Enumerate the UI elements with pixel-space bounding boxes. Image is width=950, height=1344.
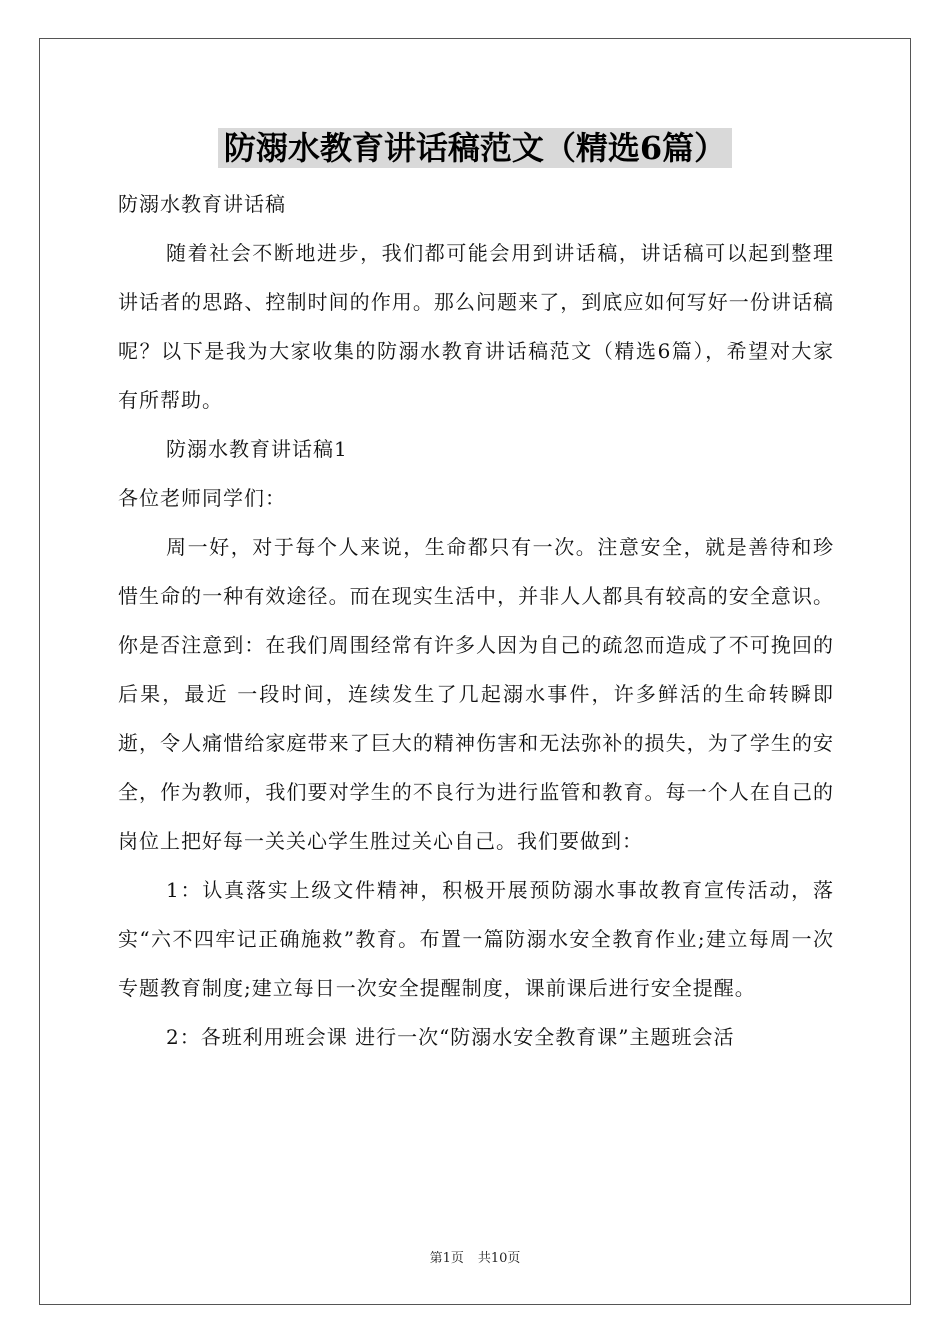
list-item: 2：各班利用班会课 进行一次“防溺水安全教育课”主题班会活: [166, 1025, 735, 1049]
body-paragraph: 周一好，对于每个人来说，生命都只有一次。注意安全，就是善待和珍惜生命的一种有效途径。而在现实生活中，并非人人都具有较高的安全意识。你是否注意到：在我们周围经常有许多人因为自己的疏忽而造成了不可挽回的后果，最近 一段时间，连续发生了几起溺水事件，许多鲜活的生命转瞬即逝，令人痛惜给家庭带来了巨大的精神伤害和无法弥补的损失，为了学生的安全，作为教师，我们要对学生的不良行为进行监管和教育。每一个人在自己的岗位上把好每一关关心学生胜过关心自己。我们要做到：: [118, 535, 834, 853]
section-heading: 防溺水教育讲话稿: [118, 192, 286, 216]
salutation: 各位老师同学们：: [118, 486, 286, 510]
page-footer: [0, 1247, 950, 1266]
title-container: [0, 128, 950, 168]
list-item: 1：认真落实上级文件精神，积极开展预防溺水事故教育宣传活动，落实“六不四牢记正确施救”教育。布置一篇防溺水安全教育作业;建立每周一次专题教育制度;建立每日一次安全提醒制度，课前课后进行安全提醒。: [118, 878, 834, 1000]
page-number: 第1页: [429, 1251, 464, 1266]
speech-heading: 防溺水教育讲话稿1: [166, 437, 348, 461]
document-title: 防溺水教育讲话稿范文（精选6篇）: [218, 128, 732, 168]
intro-paragraph: 随着社会不断地进步，我们都可能会用到讲话稿，讲话稿可以起到整理讲话者的思路、控制时间的作用。那么问题来了，到底应如何写好一份讲话稿呢？以下是我为大家收集的防溺水教育讲话稿范文（精选6篇），希望对大家有所帮助。: [118, 241, 834, 412]
document-body: [118, 180, 834, 1062]
page-total: 共10页: [477, 1251, 521, 1266]
